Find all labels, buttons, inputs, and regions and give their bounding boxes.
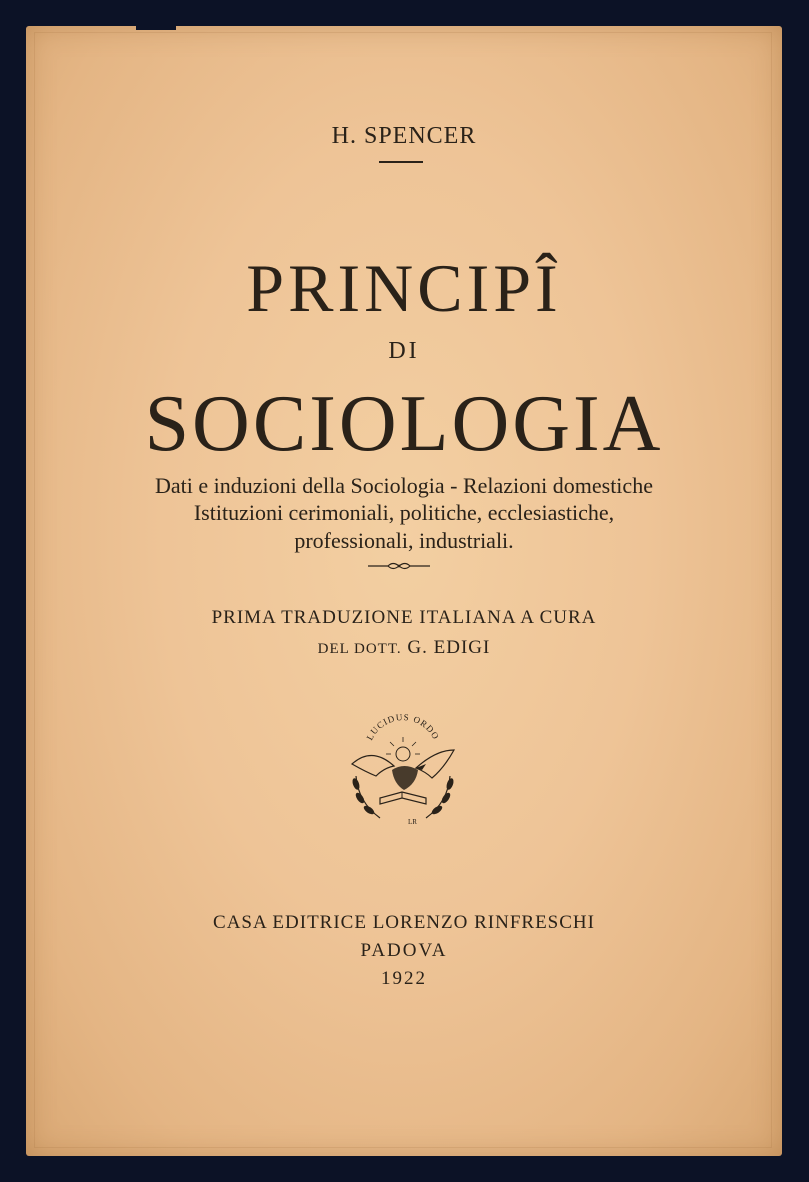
subtitle-line-2: Istituzioni cerimoniali, politiche, ecclesiastiche,: [193, 500, 615, 525]
publication-year: 1922: [381, 968, 427, 989]
title-principi: PRINCIPÎ: [246, 250, 562, 326]
author-rule: [379, 161, 423, 163]
curator-prefix: DEL DOTT.: [317, 641, 402, 657]
book-cover: [26, 26, 782, 1156]
ornament-divider: [366, 560, 432, 572]
subtitle-line-1: Dati e induzioni della Sociologia - Relazioni domestiche: [155, 473, 653, 498]
cover-tear: [136, 24, 176, 30]
emblem-monogram: LR: [408, 818, 417, 826]
subtitle-line-3: professionali, industriali.: [294, 528, 514, 553]
publication-city: PADOVA: [360, 940, 448, 961]
publisher-name: CASA EDITRICE LORENZO RINFRESCHI: [213, 912, 595, 933]
title-connector: DI: [388, 338, 420, 364]
translation-note: PRIMA TRADUZIONE ITALIANA A CURA: [211, 607, 597, 628]
title-sociologia: SOCIOLOGIA: [144, 380, 664, 468]
author-name: H. SPENCER: [331, 123, 477, 149]
curator-line: [26, 637, 782, 659]
curator-name: G. EDIGI: [407, 637, 491, 658]
publisher-emblem: [332, 706, 472, 831]
emblem-motto: LUCIDUS ORDO: [364, 712, 442, 742]
